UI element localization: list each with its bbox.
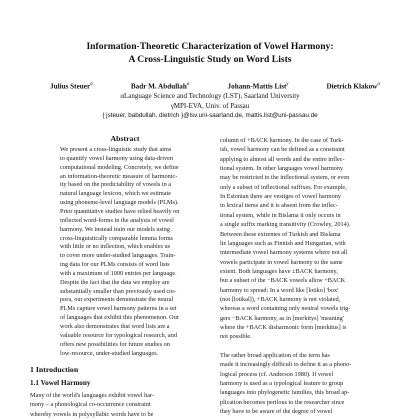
text-line: harmony is used as a typological feature to group [220,380,344,388]
text-line: PLMs capture vowel harmony patterns in a set [60,305,177,313]
text-line: whereby vowels in polysyllabic words have to be [30,410,154,418]
text-line: harmony. We instead train our models using [60,225,170,233]
text-line: of languages that exhibit this phenomenon. Our [60,314,179,322]
text-line: whereas a word containing only neutral vowels trig- [220,305,351,313]
text-line: to cover more under-studied languages. Train- [60,252,176,260]
text-line: to quantify vowel harmony using data-driven [60,154,173,162]
text-line: harmony to spread: In a word like [lotiko] 'box' [220,286,339,294]
text-line: inflected word-forms in the analysis of vowel [60,216,174,224]
text-line: they have to be aware of the degree of vowel [220,408,333,416]
text-line: Many of the world's languages exhibit vowel har- [30,392,155,399]
author [228,82,289,90]
text-line: column of +BACK harmony. In the case of Turk- [220,137,344,144]
text-line: with a maximum of 1000 entries per language. [60,269,177,277]
text-line: extent. Both languages have ±BACK harmony, [220,267,338,275]
text-line: where the +BACK disharmonic form [merkitus] is [220,324,347,331]
text-line: may be restricted to the inflectional system, or even [220,174,350,182]
author-affiliation-mark: α [186,82,190,87]
author-affiliation-mark: α [90,82,93,87]
text-line: vowels participate in vowel harmony to the same [220,258,343,266]
author-name: Julius Steuer [50,82,91,91]
text-line: offers new possibilities for future studies on [60,340,170,348]
text-line: with little or no inflection, which enables us [60,243,171,251]
author-emails: { jsteuer, babdullah, dietrich }@lsv.uni-saarland.de, mattis.list@uni-passau.de [102,112,318,119]
abstract-heading: Abstract [110,134,140,143]
text-line: low-resource, under-studied languages. [60,349,159,357]
text-line: ity based on the predictability of vowels in a [60,181,172,189]
text-line: pora, our experiments demonstrate the neural [60,296,174,304]
text-line: only a subset of inflectional suffixes. For example, [220,183,347,191]
text-line: tional system. In other languages vowel harmony [220,165,344,173]
text-line: valuable resource for typological research, and [60,331,177,339]
text-line: natural language lexicon, which we estimate [60,190,172,198]
paper-title-line-1: Information-Theoretic Characterization of Vowel Harmony: [86,41,334,52]
text-line: logical process (cf. Anderson 1980). If vowel [220,370,334,378]
text-line: The rather broad application of the term has [220,352,330,360]
author-name: Johann-Mattis List [227,82,287,91]
author [131,82,190,90]
text-line: ing data for our PLMs consists of word lists [60,261,170,269]
paper-title-line-2: A Cross-Linguistic Study on Word Lists [128,54,292,65]
text-line: cross-linguistically comparable lemma forms [60,234,173,242]
text-line: using phoneme-level language models (PLMs). [60,199,179,207]
affiliation-1: αLanguage Science and Technology (LST), Saarland University [120,92,300,100]
text-line: in lexical items and it is absent from the inflec- [220,202,338,210]
affiliation-2: γMPI-EVA, Univ. of Passau [170,102,250,110]
text-line: mony – a phonological co-occurrence constraint [30,401,151,409]
text-line: We present a cross-linguistic study that aims [60,146,172,153]
author [326,82,380,90]
author-list [50,82,380,90]
author-affiliation-mark: α [377,82,380,87]
text-line: In Estonian there are vestiges of vowel harmony [220,193,341,201]
text-line: languages into phylogenetic families, this broad ap- [220,389,350,397]
text-line: gers −BACK harmony, as in [merkitys] 'meaning' [220,314,344,322]
text-line: applying to almost all words and the entire inflec- [220,155,345,163]
text-line: plication becomes perilous to the researcher since [220,398,345,406]
section-heading-introduction: 1 Introduction [30,365,79,374]
text-line: made it increasingly difficult to define it as a phono- [220,361,352,369]
text-line: Despite the fact that the data we employ are [60,278,170,286]
author-name: Dietrich Klakow [326,82,378,91]
subsection-heading-vowel-harmony: 1.1 Vowel Harmony [30,379,91,387]
author [50,82,93,90]
text-line: intermediate vowel harmony systems where not all [220,249,348,257]
text-line: an information-theoretic measure of harmonic- [60,172,178,180]
text-line: Prior quantitative studies have relied heavily on [60,207,180,215]
text-line: not possible. [220,333,252,341]
text-line: (not [lotikal]), +BACK harmony is not violated, [220,295,341,303]
text-line: but a subset of the −BACK vowels allow +BACK [220,277,346,285]
text-line: Between these extremes of Turkish and Bislama [220,230,341,238]
text-line: substantially smaller than previously used cor- [60,287,177,295]
text-line: tional system, while in Bislama it only occurs in [220,211,341,219]
text-line: computational modeling. Concretely, we define [60,163,179,171]
author-name: Badr M. Abdullah [130,82,187,91]
text-line: ish, vowel harmony can be defined as a constraint [220,146,345,154]
text-line: a single suffix marking transitivity (Crowley, 2014). [220,221,351,229]
text-line: lie languages such as Finnish and Hungarian, with [220,239,346,247]
text-line: work also demonstrates that word lists are a [60,323,170,330]
author-affiliation-mark: γ [286,82,289,87]
